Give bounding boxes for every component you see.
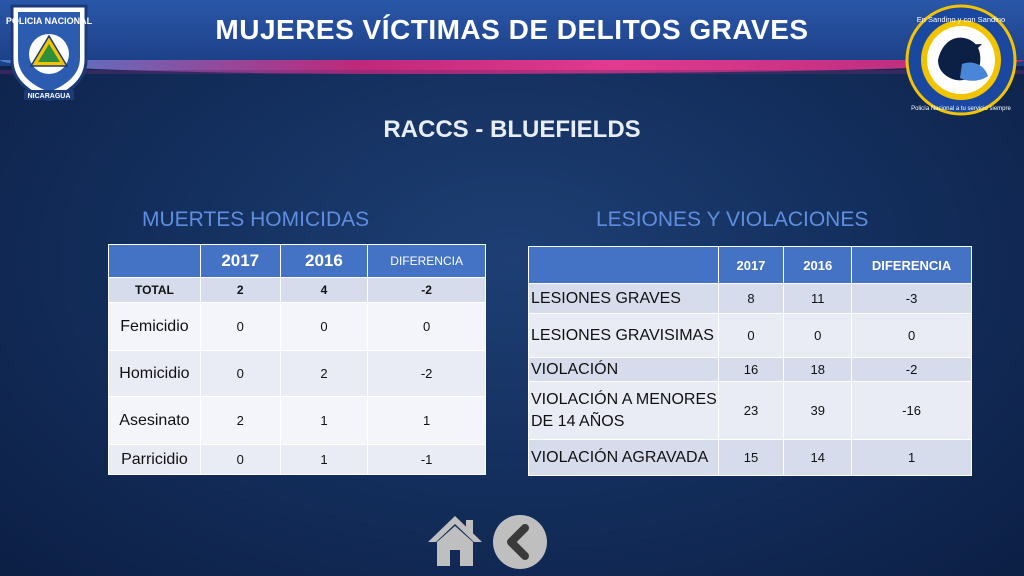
cell-diferencia: -1: [368, 445, 486, 475]
row-label: LESIONES GRAVES: [529, 284, 719, 314]
table-row: [529, 358, 972, 382]
cell-2016: 1: [280, 397, 368, 445]
cell-2016: 0: [280, 303, 368, 351]
row-label: VIOLACIÓN: [529, 358, 719, 382]
table-row: [109, 397, 486, 445]
column-header-2017: 2017: [200, 245, 280, 278]
header-accent-shadow: [0, 70, 1024, 74]
logo-right-bottom-text: Policía Nacional a tu servicio siempre: [911, 106, 1011, 112]
table-row: [529, 314, 972, 358]
cell-2016: 1: [280, 445, 368, 475]
row-label: LESIONES GRAVISIMAS: [529, 314, 719, 358]
row-label: Asesinato: [109, 397, 201, 445]
cell-2016: 11: [784, 284, 852, 314]
cell-diferencia: 1: [368, 397, 486, 445]
chevron-left-icon[interactable]: [492, 514, 548, 570]
table-row-total: [109, 278, 486, 303]
logo-right-top-text: En Sandino y con Sandino: [916, 15, 1006, 24]
logo-left-bottom-text: NICARAGUA: [27, 93, 71, 100]
table-row: [529, 284, 972, 314]
cell-2016: 0: [784, 314, 852, 358]
cell-2017: 8: [718, 284, 784, 314]
cell-2017: 16: [718, 358, 784, 382]
column-header: [529, 247, 719, 284]
logo-left-top-text: POLICIA NACIONAL: [6, 16, 92, 26]
table-header-row: [529, 247, 972, 284]
table-row: [109, 351, 486, 397]
cell-2017: 0: [200, 303, 280, 351]
cell-2017: 2: [200, 278, 280, 303]
column-header-2016: 2016: [280, 245, 368, 278]
injuries-table: [528, 246, 972, 476]
cell-diferencia: -2: [368, 351, 486, 397]
cell-diferencia: -2: [852, 358, 972, 382]
table-row: [109, 445, 486, 475]
cell-diferencia: -16: [852, 382, 972, 440]
row-label: TOTAL: [109, 278, 201, 303]
cell-diferencia: -3: [852, 284, 972, 314]
row-label: Parricidio: [109, 445, 201, 475]
cell-2017: 23: [718, 382, 784, 440]
cell-2016: 18: [784, 358, 852, 382]
injuries-heading: LESIONES Y VIOLACIONES: [596, 208, 869, 231]
cell-diferencia: 1: [852, 440, 972, 476]
row-label: Femicidio: [109, 303, 201, 351]
cell-diferencia: 0: [368, 303, 486, 351]
column-header-2017: 2017: [718, 247, 784, 284]
table-row: [529, 382, 972, 440]
table-row: [529, 440, 972, 476]
column-header-diferencia: DIFERENCIA: [368, 245, 486, 278]
cell-2016: 4: [280, 278, 368, 303]
cell-2017: 0: [200, 445, 280, 475]
table-row: [109, 303, 486, 351]
cell-diferencia: -2: [368, 278, 486, 303]
cell-2017: 15: [718, 440, 784, 476]
row-label: Homicidio: [109, 351, 201, 397]
table-header-row: [109, 245, 486, 278]
cell-diferencia: 0: [852, 314, 972, 358]
home-icon[interactable]: [426, 512, 484, 568]
column-header-2016: 2016: [784, 247, 852, 284]
homicides-heading: MUERTES HOMICIDAS: [142, 208, 370, 231]
column-header-diferencia: DIFERENCIA: [852, 247, 972, 284]
cell-2016: 2: [280, 351, 368, 397]
page-subtitle: RACCS - BLUEFIELDS: [383, 116, 641, 143]
cell-2017: 2: [200, 397, 280, 445]
homicides-table: [108, 244, 486, 475]
cell-2016: 39: [784, 382, 852, 440]
row-label: VIOLACIÓN A MENORES DE 14 AÑOS: [529, 382, 719, 440]
cell-2017: 0: [718, 314, 784, 358]
cell-2017: 0: [200, 351, 280, 397]
row-label: VIOLACIÓN AGRAVADA: [529, 440, 719, 476]
column-header: [109, 245, 201, 278]
cell-2016: 14: [784, 440, 852, 476]
page-title: MUJERES VÍCTIMAS DE DELITOS GRAVES: [215, 14, 809, 45]
